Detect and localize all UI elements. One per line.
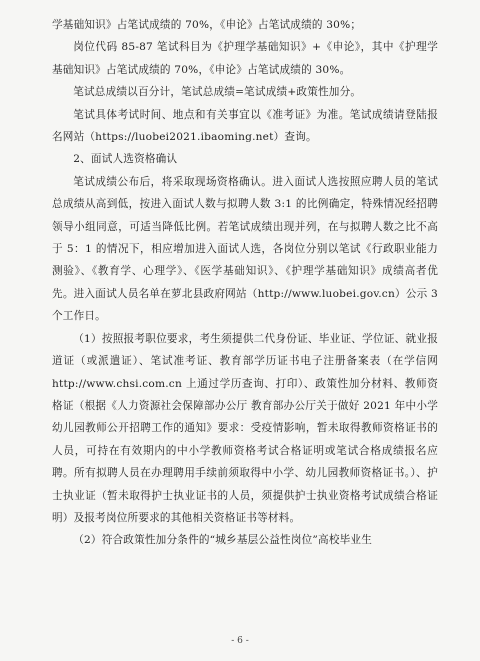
page-number: - 6 - (231, 636, 249, 646)
body-text (52, 14, 438, 552)
paragraph-policy-bonus: （2）符合政策性加分条件的“城乡基层公益性岗位”高校毕业生 (73, 534, 372, 547)
paragraph-required-documents: （1）按照报考职位要求，考生须提供二代身份证、毕业证、学位证、就业报道证（或派遣证）、笔试准考证、教育部学历证书电子注册备案表（在学信网 http://www.chsi.com.cn 上通过学历查询、打印）、政策性加分材料、教师资格证（根据《人力资源社会保障部办公厅 教育部办公厅关于做好 2021 年中小学幼儿园教师公开招聘工作的通知》要求：受疫情影响，暂未取得教师资格证书的人员，可持在有效期内的中小学教师资格考试合格证明或笔试合格成绩报名应聘。所有拟聘人员在办理聘用手续前须取得中小学、幼儿园教师资格证书。）、护士执业证（暂未取得护士执业证书的人员，须提供护士执业资格考试成绩合格证明）及报考岗位所要求的其他相关资格证书等材料。 (52, 332, 438, 524)
paragraph-post-85-87: 岗位代码 85-87 笔试科目为《护理学基础知识》+《申论》，其中《护理学基础知识》占笔试成绩的 70%，《申论》占笔试成绩的 30%。 (52, 41, 438, 76)
section-heading-interview: 2、面试人选资格确认 (73, 153, 178, 166)
paragraph-total-score: 笔试总成绩以百分计，笔试总成绩=笔试成绩+政策性加分。 (73, 86, 362, 99)
paragraph-continuation: 学基础知识》占笔试成绩的 70%，《申论》占笔试成绩的 30%； (52, 19, 362, 31)
paragraph-exam-time: 笔试具体考试时间、地点和有关事宜以《准考证》为准。笔试成绩请登陆报名网站（https://luobei2021.ibaoming.net）查询。 (52, 108, 438, 144)
paragraph-interview-rules: 笔试成绩公布后，将采取现场资格确认。进入面试人选按照应聘人员的笔试总成绩从高到低，按进入面试人数与拟聘人数 3:1 的比例确定，特殊情况经招聘领导小组同意，可适当降低比例。若笔试成绩出现并列，在与拟聘人数之比不高于 5：1 的情况下，相应增加进入面试人选，各岗位分别以笔试《行政职业能力测验》、《教育学、心理学》、《医学基础知识》、《护理学基础知识》成绩高者优先。进入面试人员名单在萝北县政府网站（http://www.luobei.gov.cn）公示 3 个工作日。 (52, 175, 438, 323)
